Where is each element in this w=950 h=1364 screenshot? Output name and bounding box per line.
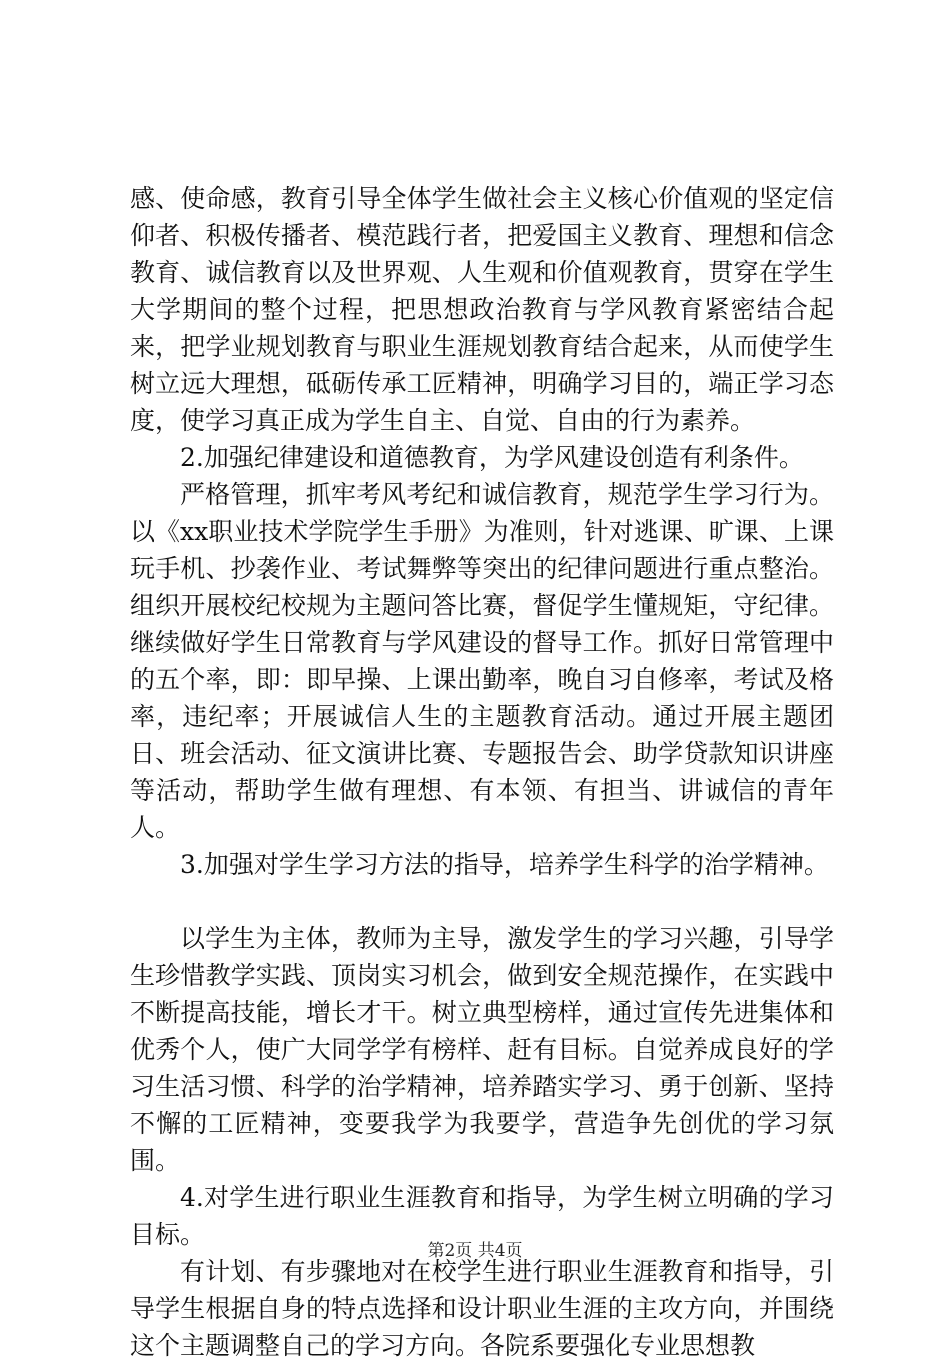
page-number-footer: 第2页 共4页 — [427, 1241, 523, 1261]
document-body — [130, 180, 834, 1364]
section-heading-4: 4.对学生进行职业生涯教育和指导，为学生树立明确的学习目标。 — [130, 1183, 834, 1249]
section-heading-3: 3.加强对学生学习方法的指导，培养学生科学的治学精神。 — [180, 850, 829, 879]
paragraph-discipline: 严格管理，抓牢考风考纪和诚信教育，规范学生学习行为。以《xx职业技术学院学生手册》为准则，针对逃课、旷课、上课玩手机、抄袭作业、考试舞弊等突出的纪律问题进行重点整治。组织开展校纪校规为主题问答比赛，督促学生懂规矩，守纪律。继续做好学生日常教育与学风建设的督导工作。抓好日常管理中的五个率，即：即早操、上课出勤率，晚自习自修率，考试及格率，违纪率；开展诚信人生的主题教育活动。通过开展主题团日、班会活动、征文演讲比赛、专题报告会、助学贷款知识讲座等活动，帮助学生做有理想、有本领、有担当、讲诚信的青年人。 — [130, 480, 834, 842]
paragraph-continuation: 感、使命感，教育引导全体学生做社会主义核心价值观的坚定信仰者、积极传播者、模范践行者，把爱国主义教育、理想和信念教育、诚信教育以及世界观、人生观和价值观教育，贯穿在学生大学期间的整个过程，把思想政治教育与学风教育紧密结合起来，把学业规划教育与职业生涯规划教育结合起来，从而使学生树立远大理想，砥砺传承工匠精神，明确学习目的，端正学习态度，使学习真正成为学生自主、自觉、自由的行为素养。 — [130, 184, 834, 435]
section-heading-2: 2.加强纪律建设和道德教育，为学风建设创造有利条件。 — [180, 443, 804, 472]
paragraph-career-guidance: 有计划、有步骤地对在校学生进行职业生涯教育和指导，引导学生根据自身的特点选择和设计职业生涯的主攻方向，并围绕这个主题调整自己的学习方向。各院系要强化专业思想教 — [130, 1257, 834, 1360]
paragraph-study-methods: 以学生为主体，教师为主导，激发学生的学习兴趣，引导学生珍惜教学实践、顶岗实习机会，做到安全规范操作，在实践中不断提高技能，增长才干。树立典型榜样，通过宣传先进集体和优秀个人，使广大同学学有榜样、赶有目标。自觉养成良好的学习生活习惯、科学的治学精神，培养踏实学习、勇于创新、坚持不懈的工匠精神，变要我学为我要学，营造争先创优的学习氛围。 — [130, 924, 834, 1175]
